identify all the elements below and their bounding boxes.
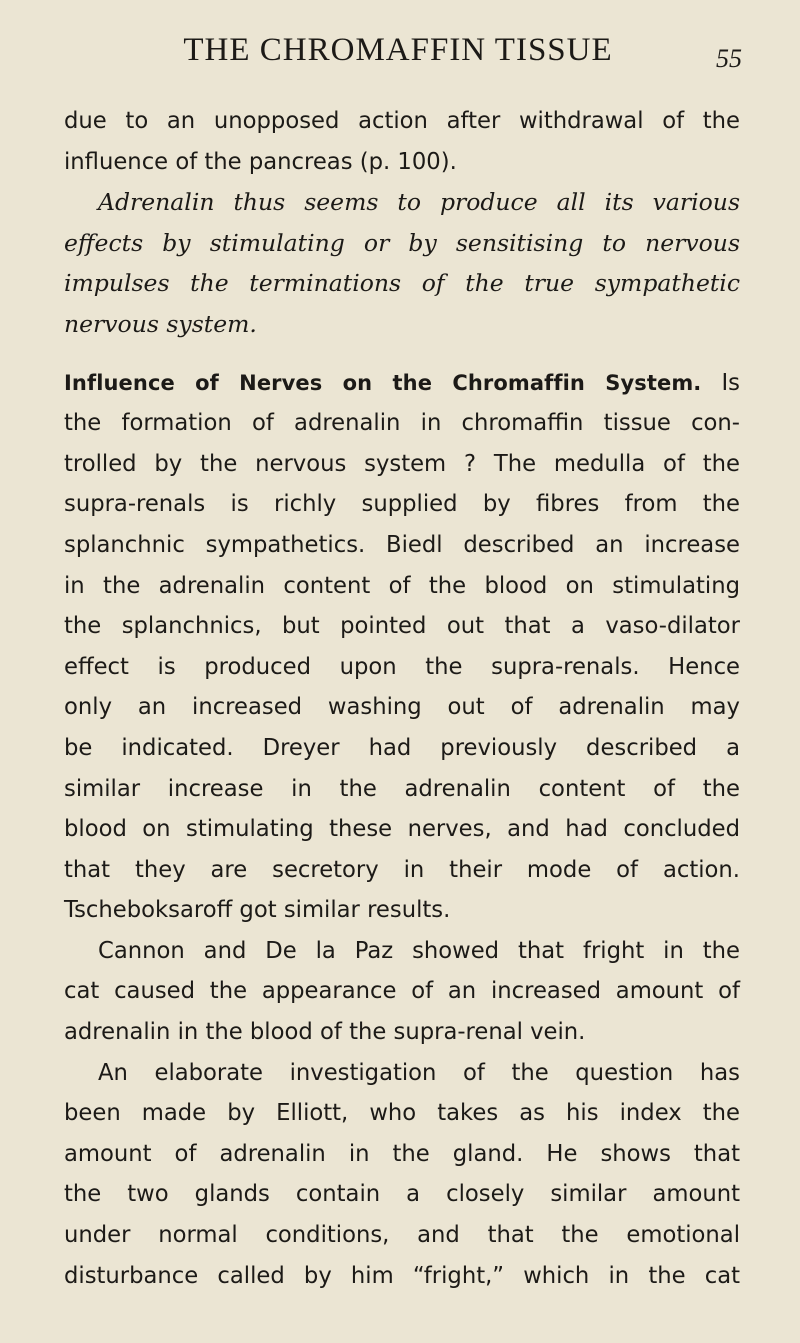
paragraph-1 (64, 101, 740, 182)
text-line-with-heading (64, 363, 740, 404)
text-line: similar increase in the adrenalin content of the (64, 775, 740, 802)
text-line: influence of the pancreas (p. 100). (64, 148, 457, 175)
text-fragment: Is (721, 369, 740, 396)
text-line: amount of adrenalin in the gland. He shows that (64, 1140, 740, 1167)
section-heading: Influence of Nerves on the Chromaffin System. (64, 370, 702, 395)
text-line: due to an unopposed action after withdrawal of the (64, 108, 740, 134)
running-head: THE CHROMAFFIN TISSUE (183, 32, 613, 68)
text-line: that they are secretory in their mode of action. (64, 856, 740, 883)
text-line: effects by stimulating or by sensitising to nervous (64, 228, 740, 257)
paragraph-2-italic (64, 182, 740, 344)
paragraph-4 (64, 931, 740, 1053)
paragraph-5 (64, 1053, 740, 1297)
text-line: Tscheboksaroff got similar results. (64, 897, 451, 924)
text-line: in the adrenalin content of the blood on stimulating (64, 572, 740, 599)
text-line: trolled by the nervous system ? The medulla of the (64, 450, 740, 477)
text-line: be indicated. Dreyer had previously described a (64, 734, 740, 761)
text-line: An elaborate investigation of the question has (98, 1059, 740, 1086)
text-line: splanchnic sympathetics. Biedl described an increase (64, 531, 740, 558)
text-line: effect is produced upon the supra-renals. Hence (64, 653, 740, 680)
text-line: adrenalin in the blood of the supra-renal vein. (64, 1019, 586, 1046)
text-line: under normal conditions, and that the emotional (64, 1222, 740, 1249)
text-line: the two glands contain a closely similar amount (64, 1181, 740, 1208)
text-line: cat caused the appearance of an increased amount of (64, 978, 740, 1005)
text-line: disturbance called by him “fright,” which in the cat (64, 1262, 740, 1289)
text-line: nervous system. (64, 309, 257, 338)
text-line: Adrenalin thus seems to produce all its various (98, 188, 740, 217)
section-gap (64, 345, 740, 363)
text-line: Cannon and De la Paz showed that fright in the (98, 937, 740, 964)
paragraph-3 (64, 363, 740, 931)
text-line: been made by Elliott, who takes as his index the (64, 1100, 740, 1127)
page-number: 55 (716, 44, 742, 73)
text-line: the formation of adrenalin in chromaffin tissue con- (64, 410, 740, 437)
text-line: only an increased washing out of adrenalin may (64, 694, 740, 721)
text-line: impulses the terminations of the true sympathetic (64, 269, 740, 298)
text-line: the splanchnics, but pointed out that a vaso-dilator (64, 613, 740, 640)
text-line: blood on stimulating these nerves, and had concluded (64, 816, 740, 843)
body-text (64, 101, 740, 1296)
text-line: supra-renals is richly supplied by fibres from the (64, 491, 740, 518)
